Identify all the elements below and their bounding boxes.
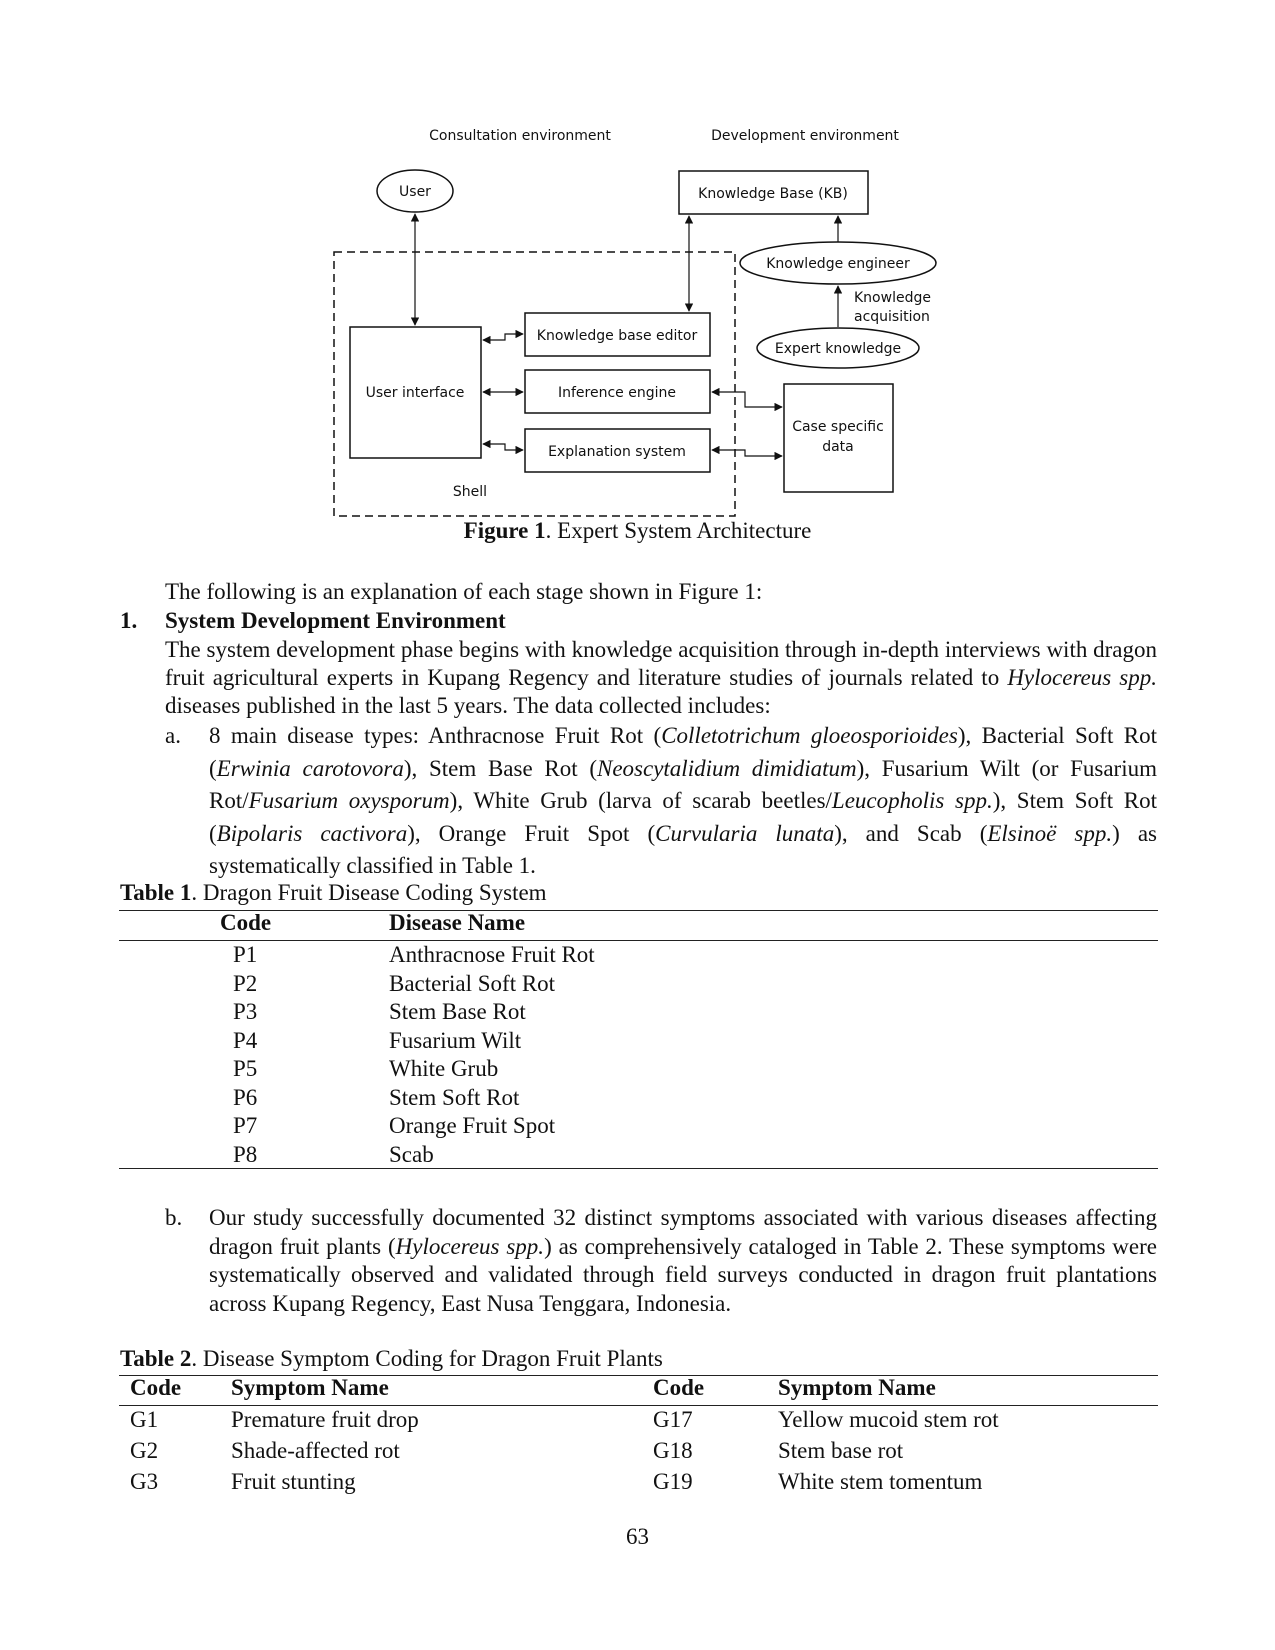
table1-caption-label: Table 1: [120, 880, 192, 905]
list-item-a-segment: Elsinoë spp.: [987, 820, 1113, 846]
explanation-system-label: Explanation system: [548, 444, 686, 460]
table1-cell-disease: Anthracnose Fruit Rot: [389, 942, 595, 967]
table2-cell-symptom: Stem base rot: [778, 1438, 904, 1463]
table1-cell-disease: Stem Soft Rot: [389, 1084, 520, 1110]
shell-boundary: [334, 252, 735, 516]
table2-cell-symptom: White stem tomentum: [778, 1469, 983, 1494]
table2-cell-code: G1: [130, 1407, 159, 1432]
list-item-b: [165, 1204, 1157, 1316]
shell-label: Shell: [452, 484, 488, 500]
table1-cell-code: P8: [233, 1141, 258, 1167]
list-item-b-text: [209, 1204, 1157, 1318]
table1-cell-disease: Bacterial Soft Rot: [389, 970, 556, 996]
table1-bottom-rule: [119, 1168, 1158, 1169]
table1-header-rule: [119, 940, 1158, 941]
list-item-a-text: [209, 720, 1157, 883]
list-item-a-segment: ), Stem Base Rot (: [403, 755, 597, 781]
table1-cell-code: P7: [233, 1113, 258, 1138]
table2-cell-symptom: Yellow mucoid stem rot: [778, 1407, 999, 1432]
section-title: System Development Environment: [165, 608, 506, 633]
figure-caption-label: Figure 1: [463, 518, 546, 543]
section-paragraph-italic: Hylocereus spp.: [1007, 665, 1157, 690]
table1-cell-code: P6: [233, 1084, 258, 1110]
table2-cell-code: G18: [653, 1438, 693, 1463]
case-specific-label-2: data: [822, 439, 854, 455]
table1-cell-disease: Scab: [389, 1141, 434, 1167]
table1-caption-text: . Dragon Fruit Disease Coding System: [191, 880, 547, 905]
section-paragraph: [165, 636, 1157, 720]
list-item-a-segment: ), Orange Fruit Spot (: [407, 820, 656, 846]
page-number: 63: [626, 1524, 649, 1549]
table1-cell-code: P4: [233, 1027, 258, 1053]
table2-cell-code: G2: [130, 1438, 159, 1463]
list-item-b-segment: Our study successfully documented 32 distinct symptoms associated with various diseases affecting dragon fruit plants (: [209, 1205, 1157, 1259]
table1-top-rule: [119, 910, 1158, 911]
expert-knowledge-label: Expert knowledge: [774, 341, 902, 357]
list-item-b-segment: ) as comprehensively cataloged in Table 2. These symptoms were systematically observed and validated through field surveys conducted in dragon fruit plantations across Kupang Regency, East Nusa Tenggara, Indonesia.: [209, 1233, 1157, 1316]
table2-caption-label: Table 2: [120, 1346, 192, 1371]
table2-header-rule: [119, 1405, 1158, 1406]
table2-cell-code: G19: [653, 1469, 693, 1494]
table1-cell-code: P5: [233, 1056, 258, 1081]
table2-cell-code: G3: [130, 1469, 159, 1494]
table1-cell-disease: Orange Fruit Spot: [389, 1113, 556, 1138]
table1-cell-code: P1: [233, 942, 258, 967]
table2-header-symptom-2: Symptom Name: [778, 1375, 936, 1400]
list-item-b-segment: Hylocereus spp.: [395, 1233, 545, 1259]
list-item-a-segment: Curvularia lunata: [655, 820, 835, 846]
table2-cell-symptom: Shade-affected rot: [231, 1438, 400, 1463]
figure-caption: [0, 518, 1275, 544]
figure-caption-text: . Expert System Architecture: [545, 518, 812, 543]
inference-engine-label: Inference engine: [558, 385, 676, 401]
list-item-a-segment: ) as systematically classified in Table 1.: [209, 820, 1157, 878]
list-item-a-segment: ), Bacterial Soft Rot (: [209, 723, 1157, 781]
table2-header-code-1: Code: [130, 1375, 182, 1400]
development-env-label: Development environment: [711, 128, 899, 144]
knowledge-acquisition-label-2: acquisition: [854, 309, 930, 325]
consultation-env-label: Consultation environment: [429, 128, 611, 144]
table2-cell-code: G17: [653, 1407, 693, 1432]
section-number: 1.: [120, 608, 138, 633]
list-item-a: [165, 720, 1157, 880]
table1-caption: [120, 880, 547, 906]
table2-caption-text: . Disease Symptom Coding for Dragon Fruit Plants: [191, 1346, 663, 1371]
list-item-a-segment: Leucopholis spp.: [831, 788, 993, 813]
kb-editor-label: Knowledge base editor: [536, 328, 698, 344]
table1-cell-code: P2: [233, 970, 258, 996]
table1-header-code: Code: [220, 910, 272, 935]
list-item-a-segment: Bipolaris cactivora: [216, 820, 408, 846]
list-item-a-segment: Fusarium oxysporum: [248, 788, 450, 813]
table1-header-disease: Disease Name: [389, 910, 526, 935]
case-specific-label-1: Case specific: [792, 419, 884, 435]
list-item-a-segment: ), White Grub (larva of scarab beetles/: [449, 788, 832, 813]
knowledge-acquisition-label-1: Knowledge: [854, 290, 931, 306]
table1-cell-code: P3: [233, 999, 258, 1024]
intro-sentence: The following is an explanation of each stage shown in Figure 1:: [165, 579, 763, 604]
table2-header-symptom-1: Symptom Name: [231, 1375, 389, 1400]
table1-cell-disease: White Grub: [389, 1056, 499, 1081]
knowledge-engineer-label: Knowledge engineer: [766, 256, 910, 272]
list-item-a-segment: 8 main disease types: Anthracnose Fruit Rot (: [209, 723, 662, 748]
knowledge-base-label: Knowledge Base (KB): [698, 186, 848, 202]
list-item-a-segment: ), Stem Soft Rot (: [209, 788, 1157, 846]
list-item-a-segment: Colletotrichum gloeosporioides: [661, 723, 958, 748]
table2-cell-symptom: Premature fruit drop: [231, 1407, 419, 1432]
table1-cell-disease: Fusarium Wilt: [389, 1027, 522, 1053]
table2-cell-symptom: Fruit stunting: [231, 1469, 356, 1494]
table2-header-code-2: Code: [653, 1375, 705, 1400]
list-item-b-label: b.: [165, 1205, 183, 1230]
list-item-a-segment: Neoscytalidium dimidiatum: [597, 755, 857, 781]
list-item-a-segment: ), and Scab (: [834, 820, 988, 846]
list-item-a-label: a.: [165, 723, 181, 748]
section-paragraph-part-1: The system development phase begins with knowledge acquisition through in-depth interviews with dragon fruit agricultural experts in Kupang Regency and literature studies of journals related to: [165, 637, 1157, 690]
table2-caption: [120, 1346, 663, 1372]
user-interface-label: User interface: [365, 385, 465, 401]
expert-system-architecture-diagram: [0, 0, 1275, 520]
section-paragraph-part-2: diseases published in the last 5 years. The data collected includes:: [165, 693, 771, 718]
list-item-a-segment: ), Fusarium Wilt (or Fusarium Rot/: [209, 755, 1157, 813]
list-item-a-segment: Erwinia carotovora: [216, 755, 404, 781]
table1-cell-disease: Stem Base Rot: [389, 999, 526, 1024]
user-label: User: [399, 184, 431, 200]
case-specific-data-node: [784, 384, 893, 492]
